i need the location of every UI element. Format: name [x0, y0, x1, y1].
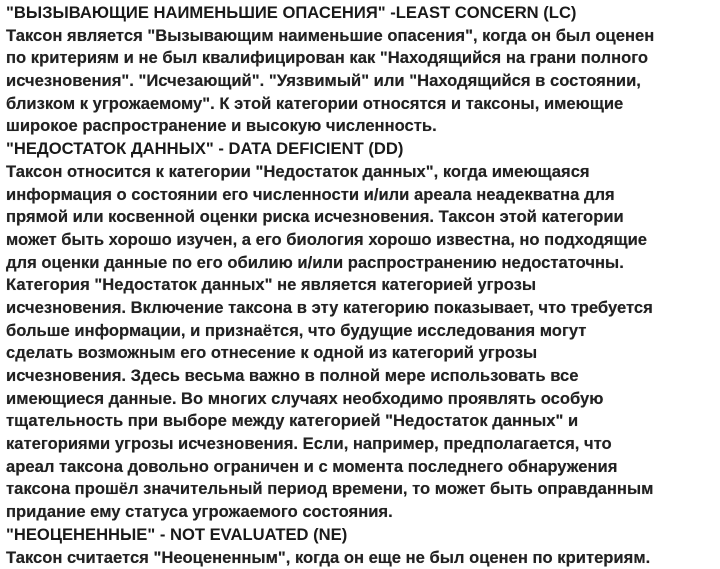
section-text-line: прямой или косвенной оценки риска исчезновения. Таксон этой категории: [6, 206, 720, 229]
section-text-line: широкое распространение и высокую численность.: [6, 115, 720, 138]
section-text-line: исчезновения. Включение таксона в эту категорию показывает, что требуется: [6, 297, 720, 320]
section-heading-least-concern: "ВЫЗЫВАЮЩИЕ НАИМЕНЬШИЕ ОПАСЕНИЯ" -LEAST CONCERN (LC): [6, 2, 720, 25]
section-text-line: близком к угрожаемому". К этой категории относятся и таксоны, имеющие: [6, 93, 720, 116]
section-text-line: сделать возможным его отнесение к одной из категорий угрозы: [6, 342, 720, 365]
section-text-line: имеющиеся данные. Во многих случаях необходимо проявлять особую: [6, 388, 720, 411]
section-text-line: может быть хорошо изучен, а его биология хорошо известна, но подходящие: [6, 229, 720, 252]
section-text-line: Таксон считается "Неоцененным", когда он еще не был оценен по критериям.: [6, 547, 720, 569]
document-page: [6, 2, 720, 569]
section-text-line: категориями угрозы исчезновения. Если, например, предполагается, что: [6, 433, 720, 456]
section-text-line: для оценки данные по его обилию и/или распространению недостаточны.: [6, 252, 720, 275]
section-text-line: Таксон относится к категории "Недостаток данных", когда имеющаяся: [6, 161, 720, 184]
section-heading-data-deficient: "НЕДОСТАТОК ДАННЫХ" - DATA DEFICIENT (DD): [6, 138, 720, 161]
section-text-line: больше информации, и признаётся, что будущие исследования могут: [6, 320, 720, 343]
section-text-line: исчезновения". "Исчезающий". "Уязвимый" или "Находящийся в состоянии,: [6, 70, 720, 93]
section-data-deficient: [6, 138, 720, 524]
section-text-line: исчезновения. Здесь весьма важно в полной мере использовать все: [6, 365, 720, 388]
section-text-line: ареал таксона довольно ограничен и с момента последнего обнаружения: [6, 456, 720, 479]
section-text-line: тщательность при выборе между категорией "Недостаток данных" и: [6, 410, 720, 433]
section-text-line: по критериям и не был квалифицирован как "Находящийся на грани полного: [6, 47, 720, 70]
section-heading-not-evaluated: "НЕОЦЕНЕННЫЕ" - NOT EVALUATED (NE): [6, 524, 720, 547]
section-text-line: придание ему статуса угрожаемого состояния.: [6, 501, 720, 524]
section-least-concern: [6, 2, 720, 138]
section-not-evaluated: [6, 524, 720, 569]
section-text-line: таксона прошёл значительный период времени, то может быть оправданным: [6, 478, 720, 501]
section-text-line: Категория "Недостаток данных" не является категорией угрозы: [6, 274, 720, 297]
section-text-line: информация о состоянии его численности и/или ареала неадекватна для: [6, 184, 720, 207]
section-text-line: Таксон является "Вызывающим наименьшие опасения", когда он был оценен: [6, 25, 720, 48]
